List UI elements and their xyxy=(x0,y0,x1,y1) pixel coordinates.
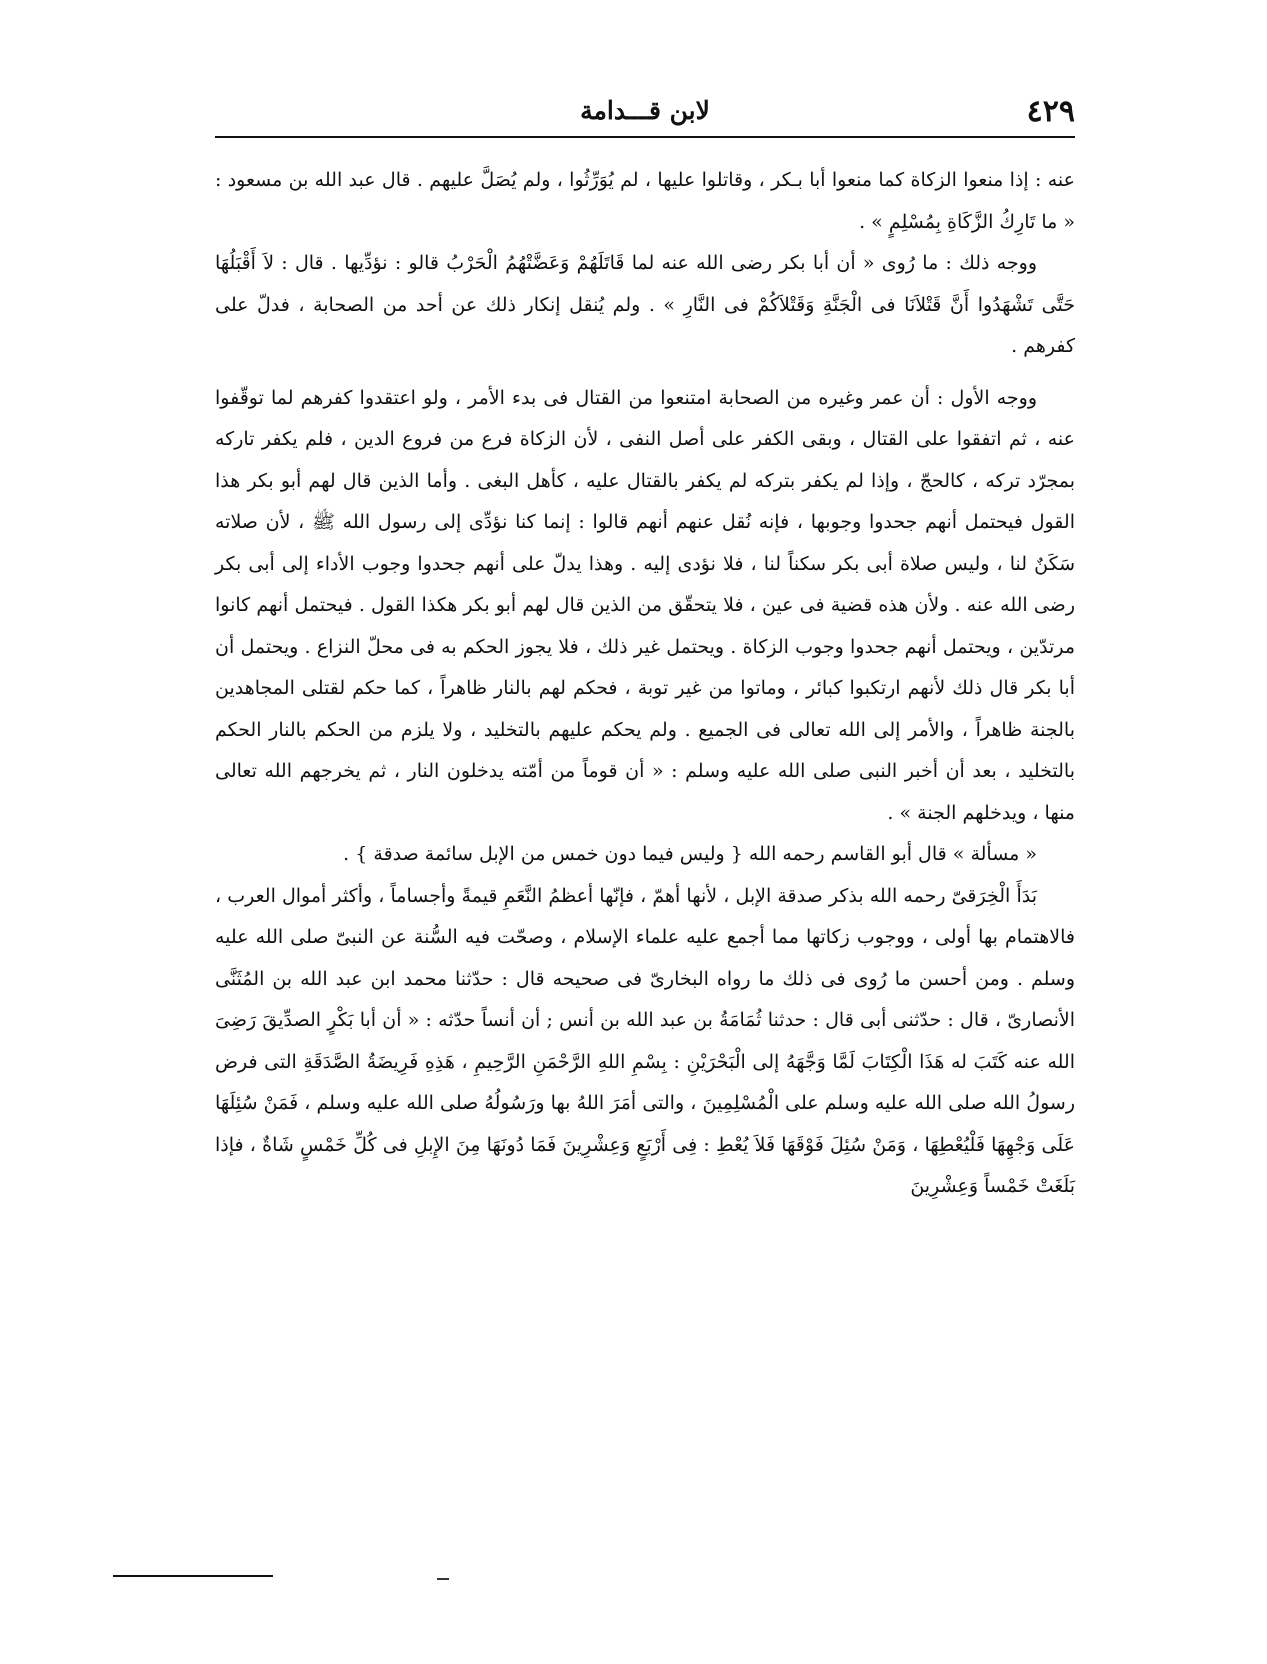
paragraph-masala: « مسألة » قال أبو القاسم رحمه الله { وليس فيما دون خمس من الإبل سائمة صدقة } . xyxy=(343,843,1037,865)
main-text xyxy=(215,160,1075,1208)
footnote-divider xyxy=(113,1575,273,1577)
paragraph-evidence: ووجه ذلك : ما رُوى « أن أبا بكر رضى الله عنه لما قَاتَلَهُمْ وَعَضَّتْهُمُ الْحَرْبُ قالو : نؤدِّيها . قال : لاَ أَقْبَلُهَا حَتَّى تَشْهَدُوا أَنَّ قَتْلاَنَا فى الْجَنَّةِ وَقَتْلاَكُمْ فى النَّارِ » . ولم يُنقل إنكار ذلك عن أحد من الصحابة ، فدلّ على كفرهم . xyxy=(215,252,1075,357)
page-header xyxy=(215,92,1075,140)
paragraph-first-view: ووجه الأول : أن عمر وغيره من الصحابة امتنعوا من القتال فى بدء الأمر ، ولو اعتقدوا كفرهم لما توقّفوا عنه ، ثم اتفقوا على القتال ، وبقى الكفر على أصل النفى ، لأن الزكاة فرع من فروع الدين ، فلم يكفر تاركه بمجرّد تركه ، كالحجّ ، وإذا لم يكفر بتركه لم يكفر بالقتال عليه ، كأهل البغى . وأما الذين قال لهم أبو بكر هذا القول فيحتمل أنهم جحدوا وجوبها ، فإنه نُقل عنهم أنهم قالوا : إنما كنا نؤدِّى إلى رسول الله ﷺ ، لأن صلاته سَكَنٌ لنا ، وليس صلاة أبى بكر سكناً لنا ، فلا نؤدى إليه . وهذا يدلّ على أنهم جحدوا وجوب الأداء إلى أبى بكر رضى الله عنه . ولأن هذه قضية فى عين ، فلا يتحقّق من الذين قال لهم أبو بكر هكذا القول . فيحتمل أنهم كانوا مرتدّين ، ويحتمل أنهم جحدوا وجوب الزكاة . ويحتمل غير ذلك ، فلا يجوز الحكم به فى محلّ النزاع . ويحتمل أن أبا بكر قال ذلك لأنهم ارتكبوا كبائر ، وماتوا من غير توبة ، فحكم لهم بالنار ظاهراً ، كما حكم لقتلى المجاهدين بالجنة ظاهراً ، والأمر إلى الله تعالى فى الجميع . ولم يحكم عليهم بالتخليد ، ولا يلزم من الحكم بالنار الحكم بالتخليد ، بعد أن أخبر النبى صلى الله عليه وسلم : « أن قوماً من أمّته يدخلون النار ، ثم يخرجهم الله تعالى منها ، ويدخلهم الجنة » . xyxy=(215,386,1076,824)
header-divider xyxy=(215,136,1075,138)
footer-mark xyxy=(437,1578,449,1580)
page-number: ٤٢٩ xyxy=(1026,94,1075,129)
paragraph-camel-zakat: بَدَأَ الْخِرَقىّ رحمه الله بذكر صدقة الإبل ، لأنها أهمّ ، فإنّها أعظمُ النَّعَمِ قيمةً وأجساماً ، وأكثر أموال العرب ، فالاهتمام بها أولى ، ووجوب زكاتها مما أجمع عليه علماء الإسلام ، وصحّت فيه السُّنة عن النبىّ صلى الله عليه وسلم . ومن أحسن ما رُوى فى ذلك ما رواه البخارىّ فى صحيحه قال : حدّثنا محمد ابن عبد الله بن المُثَنَّى الأنصارىّ ، قال : حدّثنى أبى قال : حدثنا ثُمَامَةُ بن عبد الله بن أنس ; أن أنساً حدّثه : « أن أبا بَكْرٍ الصدِّيقَ رَضِىَ الله عنه كَتَبَ له هَذَا الْكِتَابَ لَمَّا وَجَّهَهُ إلى الْبَحْرَيْنِ : بِسْمِ اللهِ الرَّحْمَنِ الرَّحِيمِ ، هَذِهِ فَرِيضَةُ الصَّدَقَةِ التى فرض رسولُ الله صلى الله عليه وسلم على الْمُسْلِمِينَ ، والتى أمَرَ اللهُ بها ورَسُولُهُ صلى الله عليه وسلم ، فَمَنْ سُئِلَهَا عَلَى وَجْهِهَا فَلْيُعْطِهَا ، وَمَنْ سُئِلَ فَوْقَهَا فَلاَ يُعْطِ : فِى أَرْبَعٍ وَعِشْرِينَ فَمَا دُونَهَا مِنَ الإِبلِ فى كُلِّ خَمْسٍ شَاةٌ ، فإذا بَلَغَتْ خَمْساً وَعِشْرِينَ xyxy=(215,884,1075,1197)
running-title: لابن قـــدامة xyxy=(580,96,710,125)
paragraph-continuation: عنه : إذا منعوا الزكاة كما منعوا أبا بـكر ، وقاتلوا عليها ، لم يُوَرِّثُوا ، ولم يُصَلَّ عليهم . قال عبد الله بن مسعود : « ما تَارِكُ الزَّكَاةِ بِمُسْلِمٍ » . xyxy=(215,169,1075,233)
